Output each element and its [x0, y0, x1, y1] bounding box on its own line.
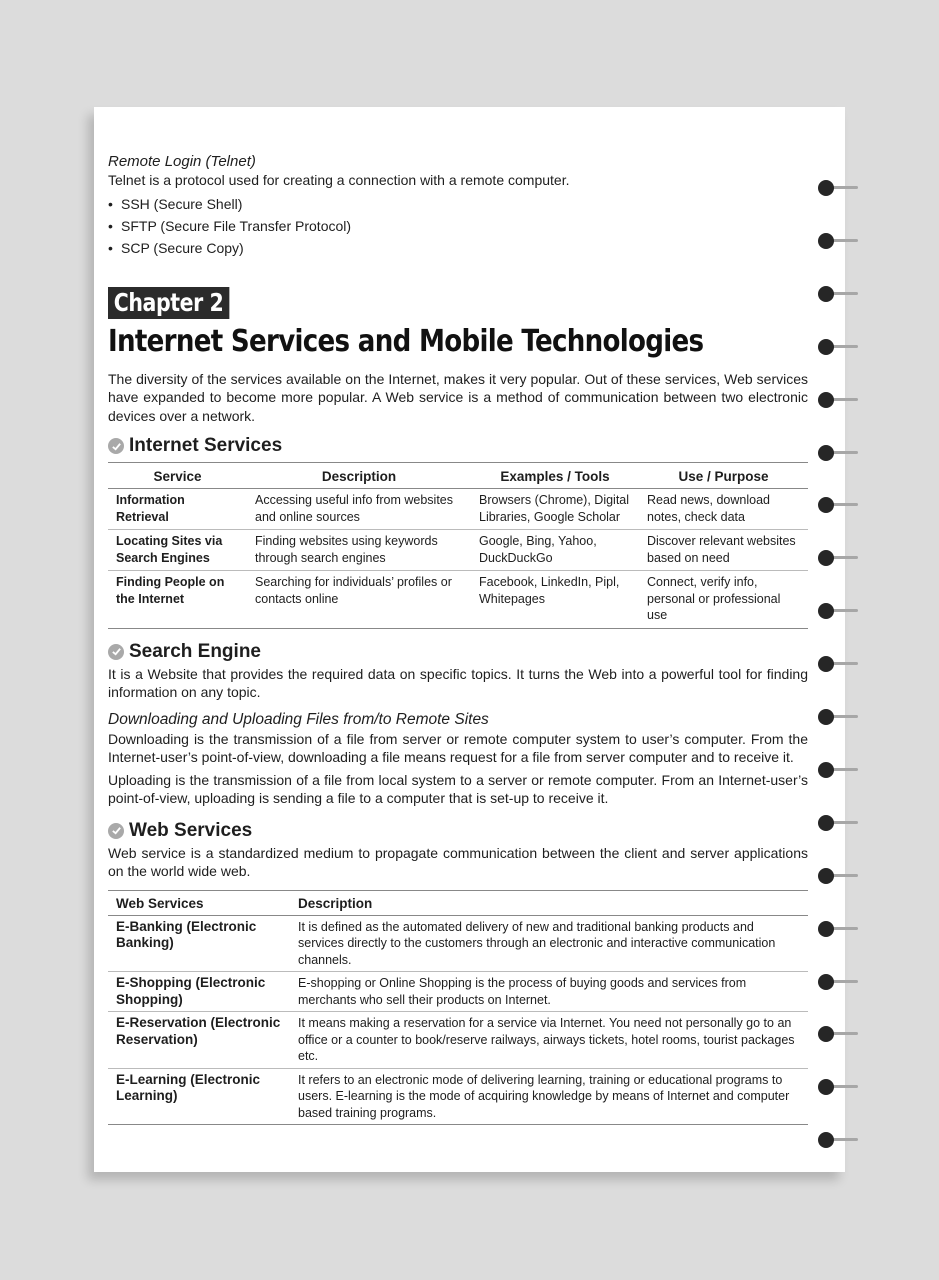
list-item: • SFTP (Secure File Transfer Protocol): [108, 215, 808, 237]
web-services-text: Web service is a standardized medium to propagate communication between the client and server applications on the world wide web.: [108, 844, 808, 879]
table-cell: Connect, verify info, personal or professional use: [647, 575, 781, 622]
spiral-ring-icon: [818, 445, 860, 461]
chapter-title: Internet Services and Mobile Technologies: [108, 323, 704, 359]
chapter-badge: Chapter 2: [108, 287, 229, 319]
column-header: Web Services: [108, 890, 290, 915]
column-header: Use / Purpose: [639, 463, 808, 489]
document-page: [94, 107, 845, 1172]
table-cell: Locating Sites via Search Engines: [108, 530, 247, 571]
table-header-row: [108, 463, 808, 489]
spiral-ring-icon: [818, 974, 860, 990]
internet-services-table: [108, 462, 808, 629]
section-title: Internet Services: [129, 435, 283, 456]
table-cell: Browsers (Chrome), Digital Libraries, Google Scholar: [471, 489, 639, 530]
table-cell: It refers to an electronic mode of delivering learning, training or educational programs to users. E-learning is the mode of acquiring knowledge by means of Internet and computer based training programs.: [298, 1072, 790, 1120]
table-row: [108, 530, 808, 571]
table-cell: Searching for individuals’ profiles or contacts online: [255, 575, 452, 606]
spiral-ring-icon: [818, 603, 860, 619]
spiral-ring-icon: [818, 1079, 860, 1095]
spiral-ring-icon: [818, 709, 860, 725]
table-cell: Discover relevant websites based on need: [639, 530, 808, 571]
download-paragraph: Downloading is the transmission of a file from server or remote computer system to user’s computer. From the Internet-user’s point-of-view, downloading a file means request for a file from server computer and to receive it.: [108, 730, 808, 765]
table-cell: Google, Bing, Yahoo, DuckDuckGo: [471, 530, 639, 571]
check-circle-icon: [108, 823, 124, 839]
remote-login-text: Telnet is a protocol used for creating a connection with a remote computer.: [108, 172, 570, 188]
table-cell: Facebook, LinkedIn, Pipl, Whitepages: [479, 575, 620, 606]
download-upload-heading: Downloading and Uploading Files from/to Remote Sites: [108, 710, 489, 728]
table-cell: Accessing useful info from websites and online sources: [247, 489, 471, 530]
column-header: Description: [247, 463, 471, 489]
spiral-ring-icon: [818, 1026, 860, 1042]
protocol-list: [108, 193, 808, 259]
column-header: Description: [290, 890, 808, 915]
spiral-ring-icon: [818, 656, 860, 672]
list-item: • SSH (Secure Shell): [108, 193, 808, 215]
search-engine-header: [108, 641, 808, 663]
column-header: Examples / Tools: [471, 463, 639, 489]
web-services-table: [108, 890, 808, 1126]
table-header-row: [108, 890, 808, 915]
internet-services-header: [108, 435, 808, 457]
table-cell: Read news, download notes, check data: [639, 489, 808, 530]
table-row: [108, 489, 808, 530]
spiral-ring-icon: [818, 868, 860, 884]
check-circle-icon: [108, 644, 124, 660]
table-cell: It means making a reservation for a service via Internet. You need not personally go to an office or a counter to book/reserve railways, airways tickets, hotel rooms, tourist packages etc.: [290, 1012, 808, 1069]
spiral-binding: [818, 180, 863, 1160]
section-title: Web Services: [129, 819, 253, 841]
table-cell: E-Learning (Electronic Learning): [116, 1071, 261, 1103]
table-row: [108, 915, 808, 972]
spiral-ring-icon: [818, 1132, 860, 1148]
spiral-ring-icon: [818, 815, 860, 831]
table-cell: Information Retrieval: [108, 489, 247, 530]
section-title: Search Engine: [129, 640, 261, 662]
web-services-header: [108, 820, 808, 842]
table-cell: E-shopping or Online Shopping is the process of buying goods and services from merchants who sell their products on Internet.: [290, 972, 808, 1012]
check-circle-icon: [108, 438, 124, 454]
table-row: [108, 571, 808, 629]
spiral-ring-icon: [818, 497, 860, 513]
table-row: [108, 1012, 808, 1069]
spiral-ring-icon: [818, 180, 860, 196]
column-header: Service: [108, 463, 247, 489]
spiral-ring-icon: [818, 339, 860, 355]
table-row: [108, 972, 808, 1012]
spiral-ring-icon: [818, 762, 860, 778]
table-cell: E-Reservation (Electronic Reservation): [108, 1012, 290, 1069]
table-cell: Finding People on the Internet: [116, 575, 225, 606]
spiral-ring-icon: [818, 921, 860, 937]
page-content: [108, 153, 808, 1125]
spiral-ring-icon: [818, 233, 860, 249]
spiral-ring-icon: [818, 286, 860, 302]
upload-paragraph: Uploading is the transmission of a file from local system to a server or remote computer. From an Internet-user’s point-of-view, uploading is sending a file to a computer that is set-up to receive it.: [108, 771, 808, 806]
remote-login-heading: Remote Login (Telnet): [108, 153, 256, 170]
spiral-ring-icon: [818, 392, 860, 408]
table-cell: It is defined as the automated delivery of new and traditional banking products and services directly to the customers through an electronic and interactive communication channels.: [290, 915, 808, 972]
table-cell: E-Banking (Electronic Banking): [108, 915, 290, 972]
table-cell: Finding websites using keywords through search engines: [247, 530, 471, 571]
table-cell: E-Shopping (Electronic Shopping): [108, 972, 290, 1012]
list-item: • SCP (Secure Copy): [108, 237, 808, 259]
table-row: [108, 1068, 808, 1125]
chapter-intro: The diversity of the services available on the Internet, makes it very popular. Out of these services, Web services have expanded to become more popular. A Web service is a method of communication between two electronic devices over a network.: [108, 370, 808, 424]
spiral-ring-icon: [818, 550, 860, 566]
search-engine-text: It is a Website that provides the required data on specific topics. It turns the Web into a powerful tool for finding information on any topic.: [108, 665, 808, 700]
